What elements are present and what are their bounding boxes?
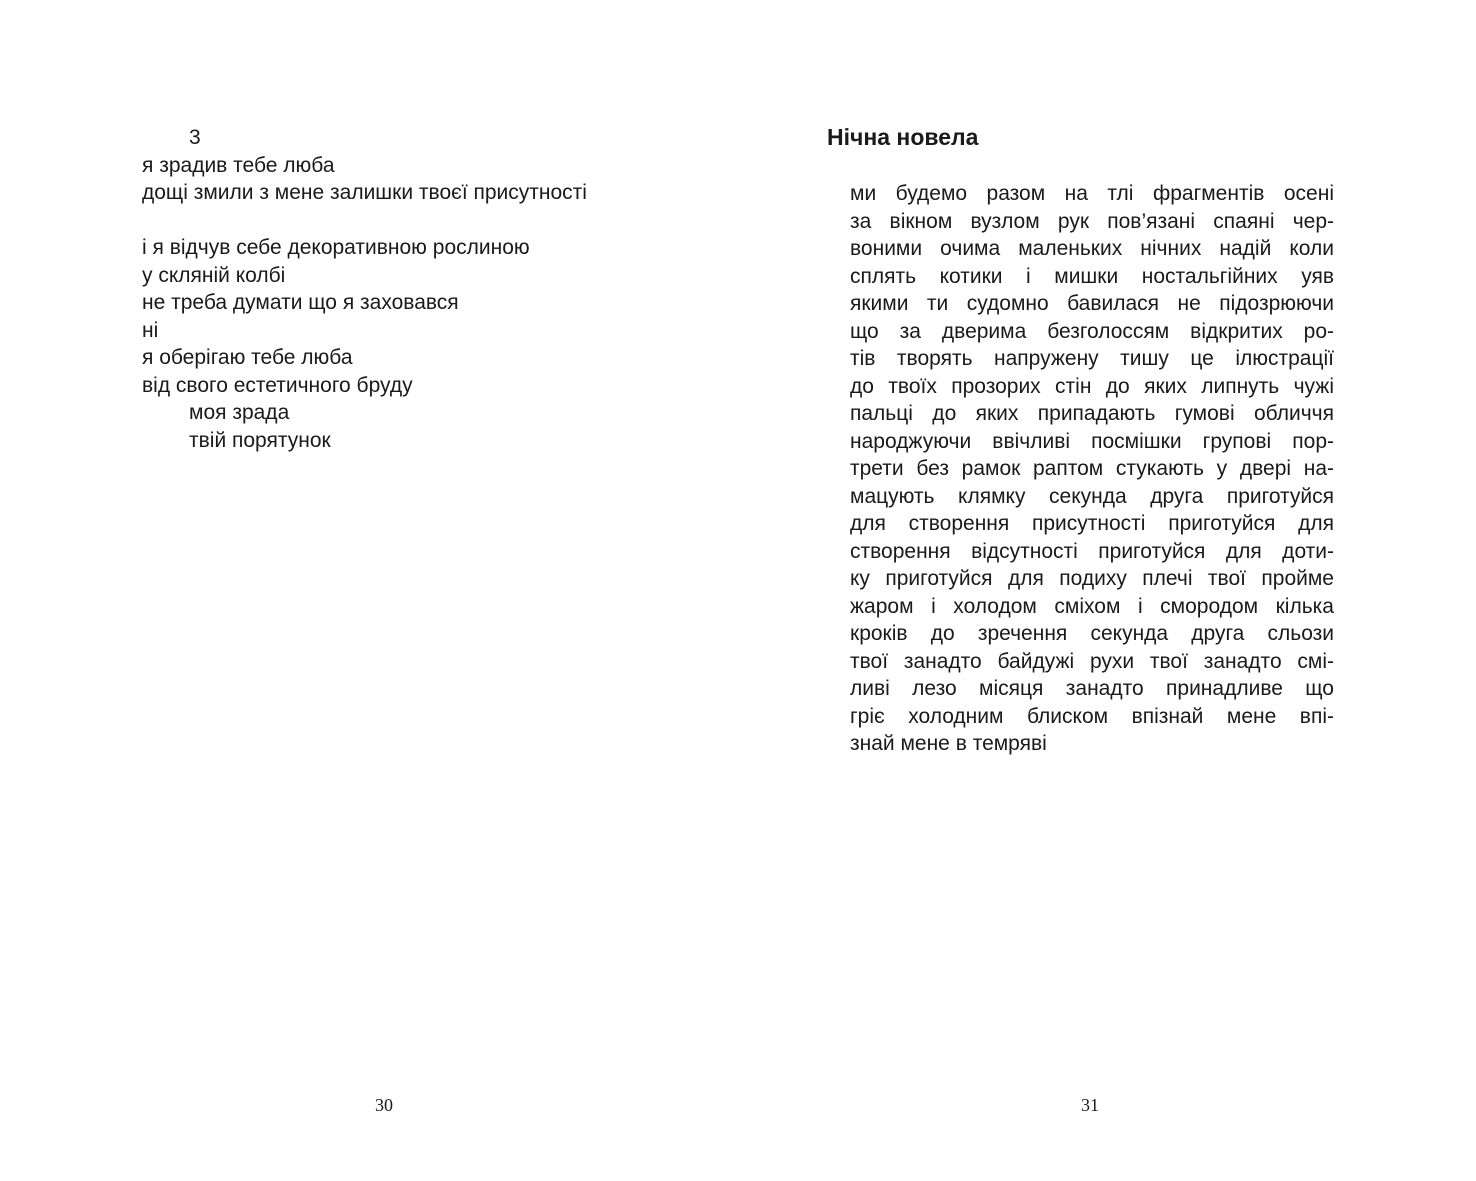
prose-line: воними очима маленьких нічних надій коли [850,237,1334,260]
prose-line: твої занадто байдужі рухи твої занадто смі- [850,649,1334,673]
prose-line: що за дверима безголоссям відкритих ро- [850,319,1334,343]
poem-line: від свого естетичного бруду [142,373,413,397]
prose-line: пальці до яких припадають гумові обличчя [850,402,1334,425]
prose-line: для створення присутності приготуйся для [850,512,1334,535]
poem-section-number: 3 [189,126,201,149]
story-title: Нічна новела [827,124,979,150]
prose-line: якими ти судомно бавилася не підозрюючи [850,292,1334,315]
prose-line: створення відсутності приготуйся для доти- [850,539,1334,563]
poem-line: я зрадив тебе люба [142,153,335,177]
story-prose [850,180,1334,758]
prose-line: сплять котики і мишки ностальгійних уяв [850,264,1334,288]
prose-line: ку приготуйся для подиху плечі твої пройме [850,567,1334,590]
prose-line: трети без рамок раптом стукають у двері на- [850,457,1334,480]
poem-line: не треба думати що я заховався [142,291,459,314]
poem [142,124,587,454]
prose-line: знай мене в темряві [850,732,1047,755]
page-number-left: 30 [375,1095,393,1115]
poem-line: ні [142,318,159,342]
prose-line: тів творять напружену тишу це ілюстрації [850,347,1334,370]
right-page [738,0,1476,1181]
poem-line: я оберігаю тебе люба [142,346,353,369]
prose-line: кроків до зречення секунда друга сльози [850,622,1334,645]
page-number-right: 31 [1081,1095,1099,1115]
prose-line: жаром і холодом сміхом і смородом кілька [850,594,1334,618]
poem-line: дощі змили з мене залишки твоєї присутності [142,181,587,204]
poem-indented-line: моя зрада [189,401,290,424]
prose-line: за вікном вузлом рук пов’язані спаяні чер- [850,209,1334,233]
prose-line: гріє холодним блиском впізнай мене впі- [850,704,1334,728]
stanza-break [142,207,587,235]
prose-line: народжуючи ввічливі посмішки групові пор- [850,429,1334,453]
prose-line: ми будемо разом на тлі фрагментів осені [850,182,1334,205]
poem-line: у скляній колбі [142,263,286,287]
prose-line: мацують клямку секунда друга приготуйся [850,484,1334,508]
poem-line: і я відчув себе декоративною рослиною [142,236,530,259]
prose-line: до твоїх прозорих стін до яких липнуть чужі [850,374,1334,398]
prose-line: ливі лезо місяця занадто принадливе що [850,677,1334,700]
poem-indented-line: твій порятунок [189,428,331,452]
